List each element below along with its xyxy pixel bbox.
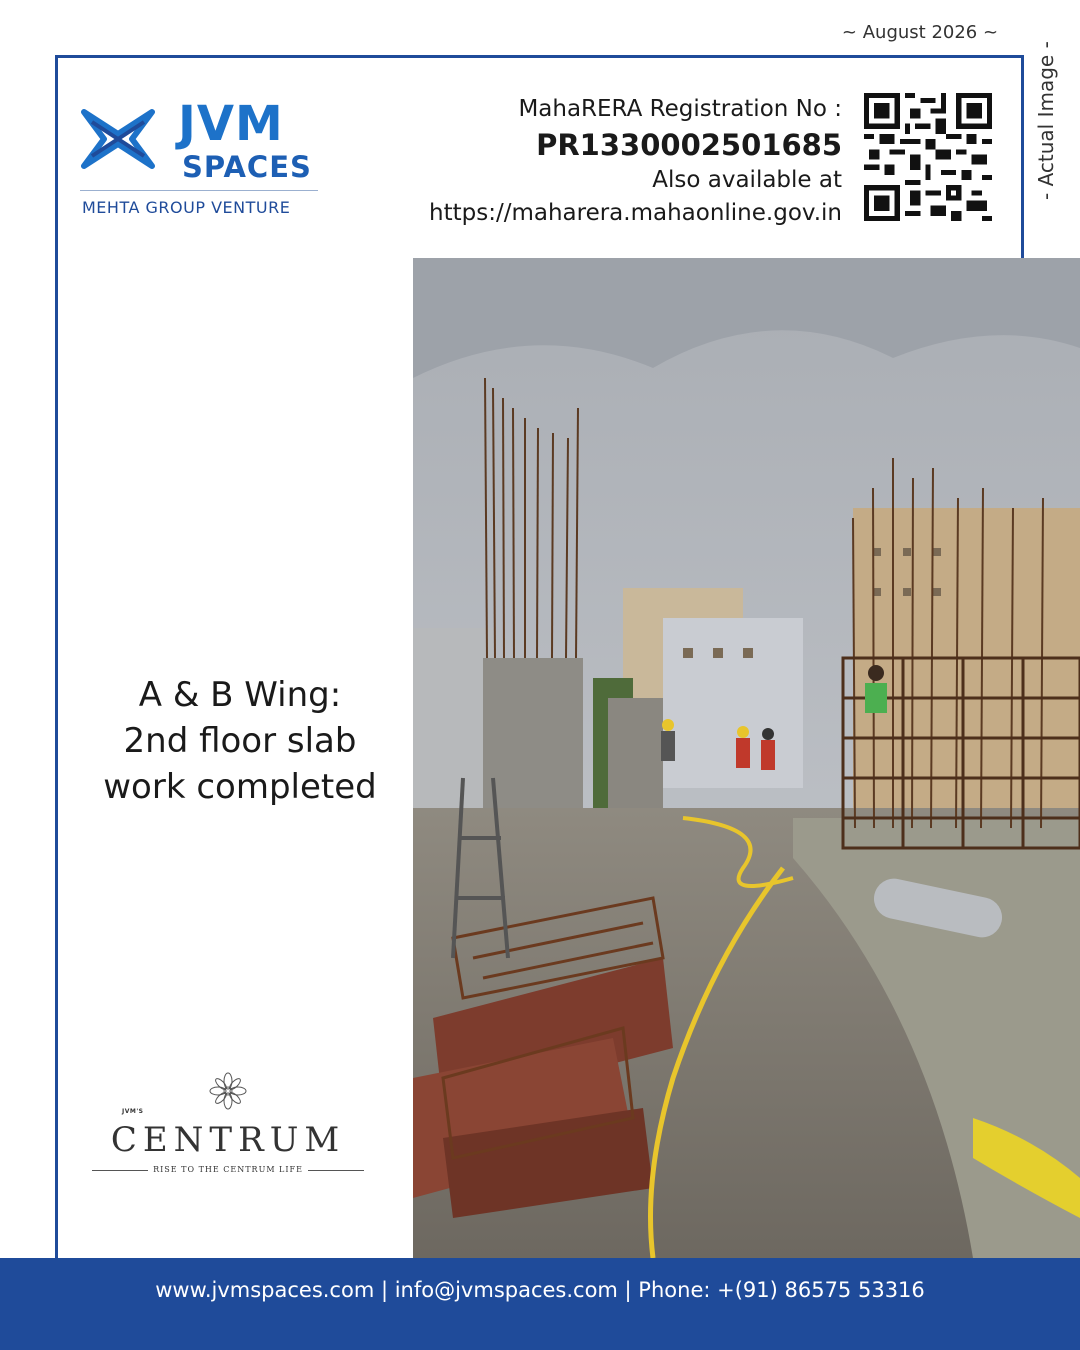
brand-name-jvm: JVM [178, 96, 284, 152]
rera-info [429, 92, 842, 230]
rera-url[interactable]: https://maharera.mahaonline.gov.in [429, 200, 842, 226]
rera-number: PR1330002501685 [536, 128, 842, 162]
caption-line-2: 2nd floor slab [123, 721, 357, 761]
progress-caption [80, 672, 400, 810]
construction-site-photo [413, 258, 1080, 1258]
date-label: ~ August 2026 ~ [841, 22, 999, 43]
rera-label: MahaRERA Registration No : [518, 96, 842, 122]
rera-available-text: Also available at [652, 167, 842, 193]
centrum-tagline: RISE TO THE CENTRUM LIFE [153, 1165, 303, 1174]
caption-line-3: work completed [103, 767, 377, 807]
brand-name-spaces: SPACES [182, 150, 312, 184]
construction-photo-illustration [413, 258, 1080, 1258]
jvm-star-logo-icon [78, 104, 162, 174]
footer-contact[interactable]: www.jvmspaces.com | info@jvmspaces.com | Phone: +(91) 86575 53316 [155, 1278, 925, 1302]
qr-code-icon[interactable] [864, 93, 992, 221]
centrum-name: CENTRUM [110, 1120, 346, 1160]
frame-border-top [55, 55, 1024, 58]
brand-tagline: MEHTA GROUP VENTURE [82, 198, 291, 217]
caption-line-1: A & B Wing: [138, 675, 342, 715]
centrum-prefix: JVM'S [122, 1108, 144, 1115]
centrum-rule-right [308, 1170, 364, 1171]
jvm-logo [78, 96, 323, 220]
mandala-icon [206, 1072, 250, 1110]
frame-border-right [1021, 55, 1024, 260]
centrum-logo [92, 1072, 364, 1182]
footer-bar [0, 1258, 1080, 1350]
actual-image-label: - Actual Image - [1034, 41, 1058, 200]
frame-border-left [55, 55, 58, 1260]
logo-divider [80, 190, 318, 191]
